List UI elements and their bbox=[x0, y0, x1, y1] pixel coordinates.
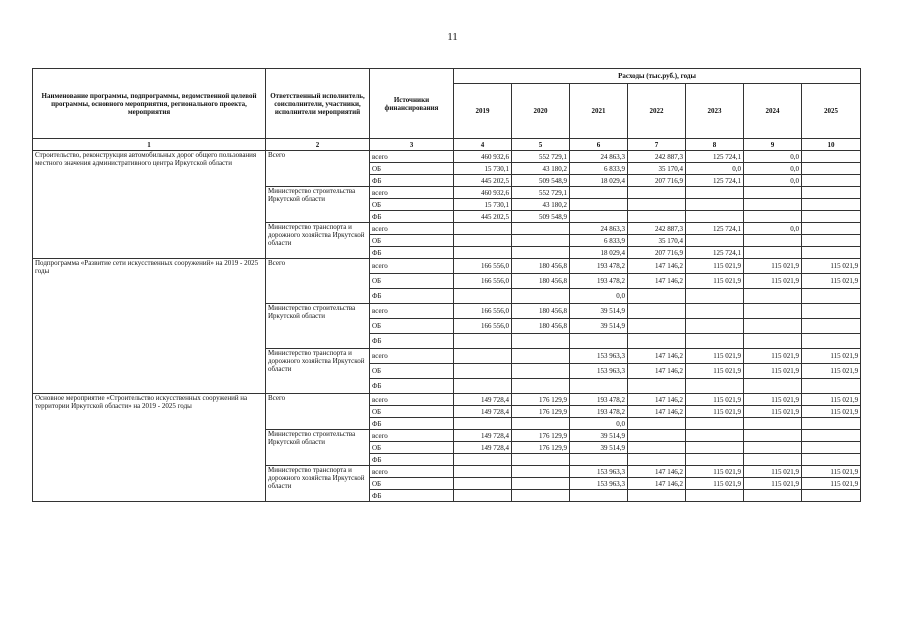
value-cell bbox=[802, 454, 861, 466]
value-cell bbox=[512, 490, 570, 502]
value-cell bbox=[744, 247, 802, 259]
column-index: 6 bbox=[570, 139, 628, 151]
value-cell bbox=[628, 379, 686, 394]
value-cell: 0,0 bbox=[744, 175, 802, 187]
funding-source-cell: всего bbox=[370, 304, 454, 319]
value-cell: 115 021,9 bbox=[802, 394, 861, 406]
value-cell bbox=[744, 454, 802, 466]
value-cell: 180 456,8 bbox=[512, 259, 570, 274]
value-cell bbox=[512, 364, 570, 379]
table-row bbox=[33, 259, 861, 274]
value-cell bbox=[744, 319, 802, 334]
value-cell bbox=[628, 199, 686, 211]
value-cell: 115 021,9 bbox=[744, 394, 802, 406]
value-cell bbox=[454, 247, 512, 259]
value-cell bbox=[628, 304, 686, 319]
value-cell bbox=[570, 490, 628, 502]
funding-source-cell: ОБ bbox=[370, 274, 454, 289]
program-name-cell: Подпрограмма «Развитие сети искусственных сооружений» на 2019 - 2025 годы bbox=[33, 259, 266, 394]
executor-cell: Всего bbox=[266, 259, 370, 304]
column-index: 5 bbox=[512, 139, 570, 151]
value-cell: 147 146,2 bbox=[628, 406, 686, 418]
value-cell: 176 129,9 bbox=[512, 442, 570, 454]
funding-source-cell: ФБ bbox=[370, 379, 454, 394]
program-name-cell: Строительство, реконструкция автомобильных дорог общего пользования местного значения административного центра Иркутской области bbox=[33, 151, 266, 259]
value-cell: 0,0 bbox=[686, 163, 744, 175]
value-cell bbox=[512, 466, 570, 478]
executor-cell: Министерство транспорта и дорожного хозяйства Иркутской области bbox=[266, 223, 370, 259]
value-cell bbox=[744, 289, 802, 304]
value-cell: 0,0 bbox=[570, 289, 628, 304]
value-cell: 115 021,9 bbox=[686, 349, 744, 364]
column-index: 8 bbox=[686, 139, 744, 151]
value-cell bbox=[454, 235, 512, 247]
value-cell: 125 724,1 bbox=[686, 175, 744, 187]
value-cell: 115 021,9 bbox=[686, 274, 744, 289]
value-cell bbox=[628, 319, 686, 334]
funding-source-cell: ОБ bbox=[370, 478, 454, 490]
funding-source-cell: ОБ bbox=[370, 406, 454, 418]
value-cell: 166 556,0 bbox=[454, 274, 512, 289]
value-cell bbox=[454, 379, 512, 394]
value-cell bbox=[686, 211, 744, 223]
value-cell bbox=[686, 442, 744, 454]
header-executor: Ответственный исполнитель, соисполнители, участники, исполнители мероприятий bbox=[266, 69, 370, 139]
value-cell: 6 833,9 bbox=[570, 163, 628, 175]
value-cell: 176 129,9 bbox=[512, 406, 570, 418]
value-cell: 39 514,9 bbox=[570, 304, 628, 319]
value-cell bbox=[744, 235, 802, 247]
value-cell bbox=[802, 223, 861, 235]
value-cell: 176 129,9 bbox=[512, 430, 570, 442]
value-cell bbox=[802, 304, 861, 319]
value-cell bbox=[686, 289, 744, 304]
executor-cell: Министерство транспорта и дорожного хозяйства Иркутской области bbox=[266, 466, 370, 502]
value-cell: 552 729,1 bbox=[512, 151, 570, 163]
value-cell: 147 146,2 bbox=[628, 466, 686, 478]
value-cell bbox=[570, 199, 628, 211]
value-cell bbox=[686, 199, 744, 211]
column-index: 7 bbox=[628, 139, 686, 151]
value-cell bbox=[512, 334, 570, 349]
funding-source-cell: всего bbox=[370, 430, 454, 442]
value-cell: 115 021,9 bbox=[802, 259, 861, 274]
value-cell: 43 180,2 bbox=[512, 199, 570, 211]
header-name: Наименование программы, подпрограммы, ведомственной целевой программы, основного мероприятия, регионального проекта, мероприятия bbox=[33, 69, 266, 139]
value-cell: 115 021,9 bbox=[802, 274, 861, 289]
value-cell bbox=[744, 211, 802, 223]
value-cell bbox=[802, 334, 861, 349]
value-cell: 445 202,5 bbox=[454, 211, 512, 223]
value-cell bbox=[686, 319, 744, 334]
value-cell: 115 021,9 bbox=[744, 466, 802, 478]
value-cell bbox=[512, 289, 570, 304]
value-cell: 445 202,5 bbox=[454, 175, 512, 187]
funding-source-cell: ФБ bbox=[370, 289, 454, 304]
value-cell: 0,0 bbox=[744, 151, 802, 163]
funding-source-cell: ОБ bbox=[370, 364, 454, 379]
value-cell bbox=[744, 334, 802, 349]
value-cell: 153 963,3 bbox=[570, 349, 628, 364]
value-cell bbox=[686, 187, 744, 199]
value-cell bbox=[454, 223, 512, 235]
value-cell bbox=[512, 247, 570, 259]
value-cell bbox=[454, 454, 512, 466]
executor-cell: Министерство строительства Иркутской области bbox=[266, 304, 370, 349]
value-cell: 509 548,9 bbox=[512, 211, 570, 223]
value-cell: 207 716,9 bbox=[628, 247, 686, 259]
value-cell: 149 728,4 bbox=[454, 394, 512, 406]
value-cell bbox=[628, 187, 686, 199]
value-cell: 115 021,9 bbox=[802, 349, 861, 364]
value-cell: 149 728,4 bbox=[454, 442, 512, 454]
value-cell: 15 730,1 bbox=[454, 199, 512, 211]
value-cell: 193 478,2 bbox=[570, 274, 628, 289]
value-cell bbox=[802, 430, 861, 442]
value-cell bbox=[512, 454, 570, 466]
value-cell: 115 021,9 bbox=[744, 478, 802, 490]
executor-cell: Министерство транспорта и дорожного хозяйства Иркутской области bbox=[266, 349, 370, 394]
value-cell bbox=[570, 454, 628, 466]
value-cell: 35 170,4 bbox=[628, 163, 686, 175]
value-cell bbox=[802, 319, 861, 334]
value-cell: 115 021,9 bbox=[686, 394, 744, 406]
funding-source-cell: всего bbox=[370, 223, 454, 235]
value-cell: 43 180,2 bbox=[512, 163, 570, 175]
value-cell: 153 963,3 bbox=[570, 478, 628, 490]
value-cell: 24 863,3 bbox=[570, 223, 628, 235]
header-expenses: Расходы (тыс.руб.), годы bbox=[454, 69, 861, 84]
column-index: 3 bbox=[370, 139, 454, 151]
value-cell bbox=[570, 211, 628, 223]
budget-table bbox=[32, 68, 861, 502]
funding-source-cell: ФБ bbox=[370, 175, 454, 187]
funding-source-cell: ОБ bbox=[370, 319, 454, 334]
value-cell bbox=[686, 304, 744, 319]
funding-source-cell: ФБ bbox=[370, 454, 454, 466]
value-cell bbox=[744, 430, 802, 442]
value-cell: 115 021,9 bbox=[744, 274, 802, 289]
value-cell: 153 963,3 bbox=[570, 466, 628, 478]
value-cell bbox=[686, 454, 744, 466]
header-year: 2025 bbox=[802, 84, 861, 139]
header-source: Источники финансирования bbox=[370, 69, 454, 139]
value-cell bbox=[802, 211, 861, 223]
value-cell: 207 716,9 bbox=[628, 175, 686, 187]
funding-source-cell: ФБ bbox=[370, 334, 454, 349]
value-cell: 147 146,2 bbox=[628, 364, 686, 379]
value-cell bbox=[454, 466, 512, 478]
value-cell: 147 146,2 bbox=[628, 274, 686, 289]
executor-cell: Министерство строительства Иркутской области bbox=[266, 187, 370, 223]
value-cell: 15 730,1 bbox=[454, 163, 512, 175]
value-cell bbox=[512, 478, 570, 490]
value-cell bbox=[744, 490, 802, 502]
value-cell: 115 021,9 bbox=[686, 466, 744, 478]
value-cell: 509 548,9 bbox=[512, 175, 570, 187]
funding-source-cell: всего bbox=[370, 349, 454, 364]
value-cell bbox=[802, 187, 861, 199]
value-cell: 166 556,0 bbox=[454, 259, 512, 274]
value-cell: 180 456,8 bbox=[512, 319, 570, 334]
value-cell: 193 478,2 bbox=[570, 394, 628, 406]
value-cell: 193 478,2 bbox=[570, 406, 628, 418]
value-cell: 115 021,9 bbox=[744, 364, 802, 379]
value-cell: 125 724,1 bbox=[686, 223, 744, 235]
value-cell: 125 724,1 bbox=[686, 247, 744, 259]
value-cell bbox=[686, 418, 744, 430]
value-cell: 242 887,3 bbox=[628, 151, 686, 163]
value-cell: 6 833,9 bbox=[570, 235, 628, 247]
value-cell bbox=[628, 490, 686, 502]
header-year: 2024 bbox=[744, 84, 802, 139]
funding-source-cell: ФБ bbox=[370, 211, 454, 223]
funding-source-cell: ОБ bbox=[370, 235, 454, 247]
value-cell: 115 021,9 bbox=[686, 259, 744, 274]
value-cell bbox=[802, 418, 861, 430]
executor-cell: Всего bbox=[266, 394, 370, 430]
value-cell bbox=[802, 490, 861, 502]
value-cell: 115 021,9 bbox=[744, 406, 802, 418]
funding-source-cell: всего bbox=[370, 259, 454, 274]
value-cell: 125 724,1 bbox=[686, 151, 744, 163]
value-cell: 39 514,9 bbox=[570, 442, 628, 454]
value-cell: 0,0 bbox=[744, 223, 802, 235]
value-cell bbox=[686, 235, 744, 247]
funding-source-cell: ОБ bbox=[370, 163, 454, 175]
value-cell bbox=[512, 418, 570, 430]
value-cell bbox=[802, 289, 861, 304]
value-cell bbox=[686, 379, 744, 394]
column-index: 9 bbox=[744, 139, 802, 151]
value-cell: 149 728,4 bbox=[454, 406, 512, 418]
value-cell bbox=[686, 490, 744, 502]
value-cell bbox=[454, 334, 512, 349]
header-year: 2022 bbox=[628, 84, 686, 139]
value-cell: 115 021,9 bbox=[744, 259, 802, 274]
value-cell: 115 021,9 bbox=[744, 349, 802, 364]
header-year: 2020 bbox=[512, 84, 570, 139]
executor-cell: Министерство строительства Иркутской области bbox=[266, 430, 370, 466]
value-cell: 18 029,4 bbox=[570, 247, 628, 259]
program-name-cell: Основное мероприятие «Строительство искусственных сооружений на территории Иркутской области» на 2019 - 2025 годы bbox=[33, 394, 266, 502]
value-cell bbox=[744, 304, 802, 319]
column-index: 4 bbox=[454, 139, 512, 151]
value-cell: 115 021,9 bbox=[686, 406, 744, 418]
value-cell bbox=[802, 175, 861, 187]
value-cell bbox=[628, 418, 686, 430]
value-cell bbox=[512, 235, 570, 247]
value-cell: 153 963,3 bbox=[570, 364, 628, 379]
value-cell bbox=[802, 235, 861, 247]
value-cell bbox=[744, 442, 802, 454]
value-cell bbox=[512, 379, 570, 394]
value-cell bbox=[628, 442, 686, 454]
value-cell: 0,0 bbox=[744, 163, 802, 175]
value-cell: 147 146,2 bbox=[628, 478, 686, 490]
funding-source-cell: ОБ bbox=[370, 442, 454, 454]
value-cell: 147 146,2 bbox=[628, 259, 686, 274]
value-cell: 115 021,9 bbox=[686, 364, 744, 379]
value-cell: 176 129,9 bbox=[512, 394, 570, 406]
funding-source-cell: всего bbox=[370, 394, 454, 406]
value-cell bbox=[512, 349, 570, 364]
value-cell bbox=[628, 454, 686, 466]
value-cell bbox=[454, 478, 512, 490]
funding-source-cell: всего bbox=[370, 466, 454, 478]
value-cell bbox=[454, 349, 512, 364]
value-cell bbox=[686, 334, 744, 349]
value-cell bbox=[686, 430, 744, 442]
value-cell bbox=[628, 211, 686, 223]
value-cell bbox=[802, 163, 861, 175]
column-index: 1 bbox=[33, 139, 266, 151]
value-cell bbox=[570, 334, 628, 349]
value-cell bbox=[628, 289, 686, 304]
value-cell: 115 021,9 bbox=[802, 364, 861, 379]
value-cell: 460 932,6 bbox=[454, 151, 512, 163]
value-cell: 24 863,3 bbox=[570, 151, 628, 163]
value-cell: 149 728,4 bbox=[454, 430, 512, 442]
header-year: 2023 bbox=[686, 84, 744, 139]
value-cell bbox=[744, 379, 802, 394]
value-cell: 147 146,2 bbox=[628, 349, 686, 364]
value-cell bbox=[570, 379, 628, 394]
table-row bbox=[33, 151, 861, 163]
value-cell bbox=[802, 379, 861, 394]
funding-source-cell: ФБ bbox=[370, 490, 454, 502]
executor-cell: Всего bbox=[266, 151, 370, 187]
table-row bbox=[33, 394, 861, 406]
value-cell bbox=[744, 418, 802, 430]
value-cell: 0,0 bbox=[570, 418, 628, 430]
value-cell: 39 514,9 bbox=[570, 319, 628, 334]
table-body bbox=[33, 151, 861, 502]
value-cell: 166 556,0 bbox=[454, 304, 512, 319]
value-cell bbox=[744, 187, 802, 199]
header-year: 2021 bbox=[570, 84, 628, 139]
value-cell: 115 021,9 bbox=[686, 478, 744, 490]
value-cell: 193 478,2 bbox=[570, 259, 628, 274]
value-cell bbox=[570, 187, 628, 199]
value-cell: 180 456,8 bbox=[512, 274, 570, 289]
value-cell bbox=[802, 199, 861, 211]
value-cell bbox=[628, 334, 686, 349]
page-number: 11 bbox=[447, 31, 458, 43]
value-cell: 35 170,4 bbox=[628, 235, 686, 247]
value-cell bbox=[802, 151, 861, 163]
funding-source-cell: всего bbox=[370, 187, 454, 199]
column-index: 2 bbox=[266, 139, 370, 151]
value-cell bbox=[628, 430, 686, 442]
column-index: 10 bbox=[802, 139, 861, 151]
value-cell: 115 021,9 bbox=[802, 466, 861, 478]
value-cell bbox=[454, 289, 512, 304]
value-cell bbox=[744, 199, 802, 211]
value-cell bbox=[512, 223, 570, 235]
value-cell: 180 456,8 bbox=[512, 304, 570, 319]
value-cell: 147 146,2 bbox=[628, 394, 686, 406]
funding-source-cell: ОБ bbox=[370, 199, 454, 211]
value-cell: 166 556,0 bbox=[454, 319, 512, 334]
value-cell: 39 514,9 bbox=[570, 430, 628, 442]
value-cell: 242 887,3 bbox=[628, 223, 686, 235]
funding-source-cell: всего bbox=[370, 151, 454, 163]
value-cell bbox=[454, 364, 512, 379]
value-cell: 115 021,9 bbox=[802, 478, 861, 490]
value-cell bbox=[802, 247, 861, 259]
funding-source-cell: ФБ bbox=[370, 418, 454, 430]
value-cell: 18 029,4 bbox=[570, 175, 628, 187]
value-cell bbox=[454, 490, 512, 502]
value-cell: 115 021,9 bbox=[802, 406, 861, 418]
value-cell: 460 932,6 bbox=[454, 187, 512, 199]
value-cell: 552 729,1 bbox=[512, 187, 570, 199]
value-cell bbox=[454, 418, 512, 430]
header-year: 2019 bbox=[454, 84, 512, 139]
value-cell bbox=[802, 442, 861, 454]
funding-source-cell: ФБ bbox=[370, 247, 454, 259]
